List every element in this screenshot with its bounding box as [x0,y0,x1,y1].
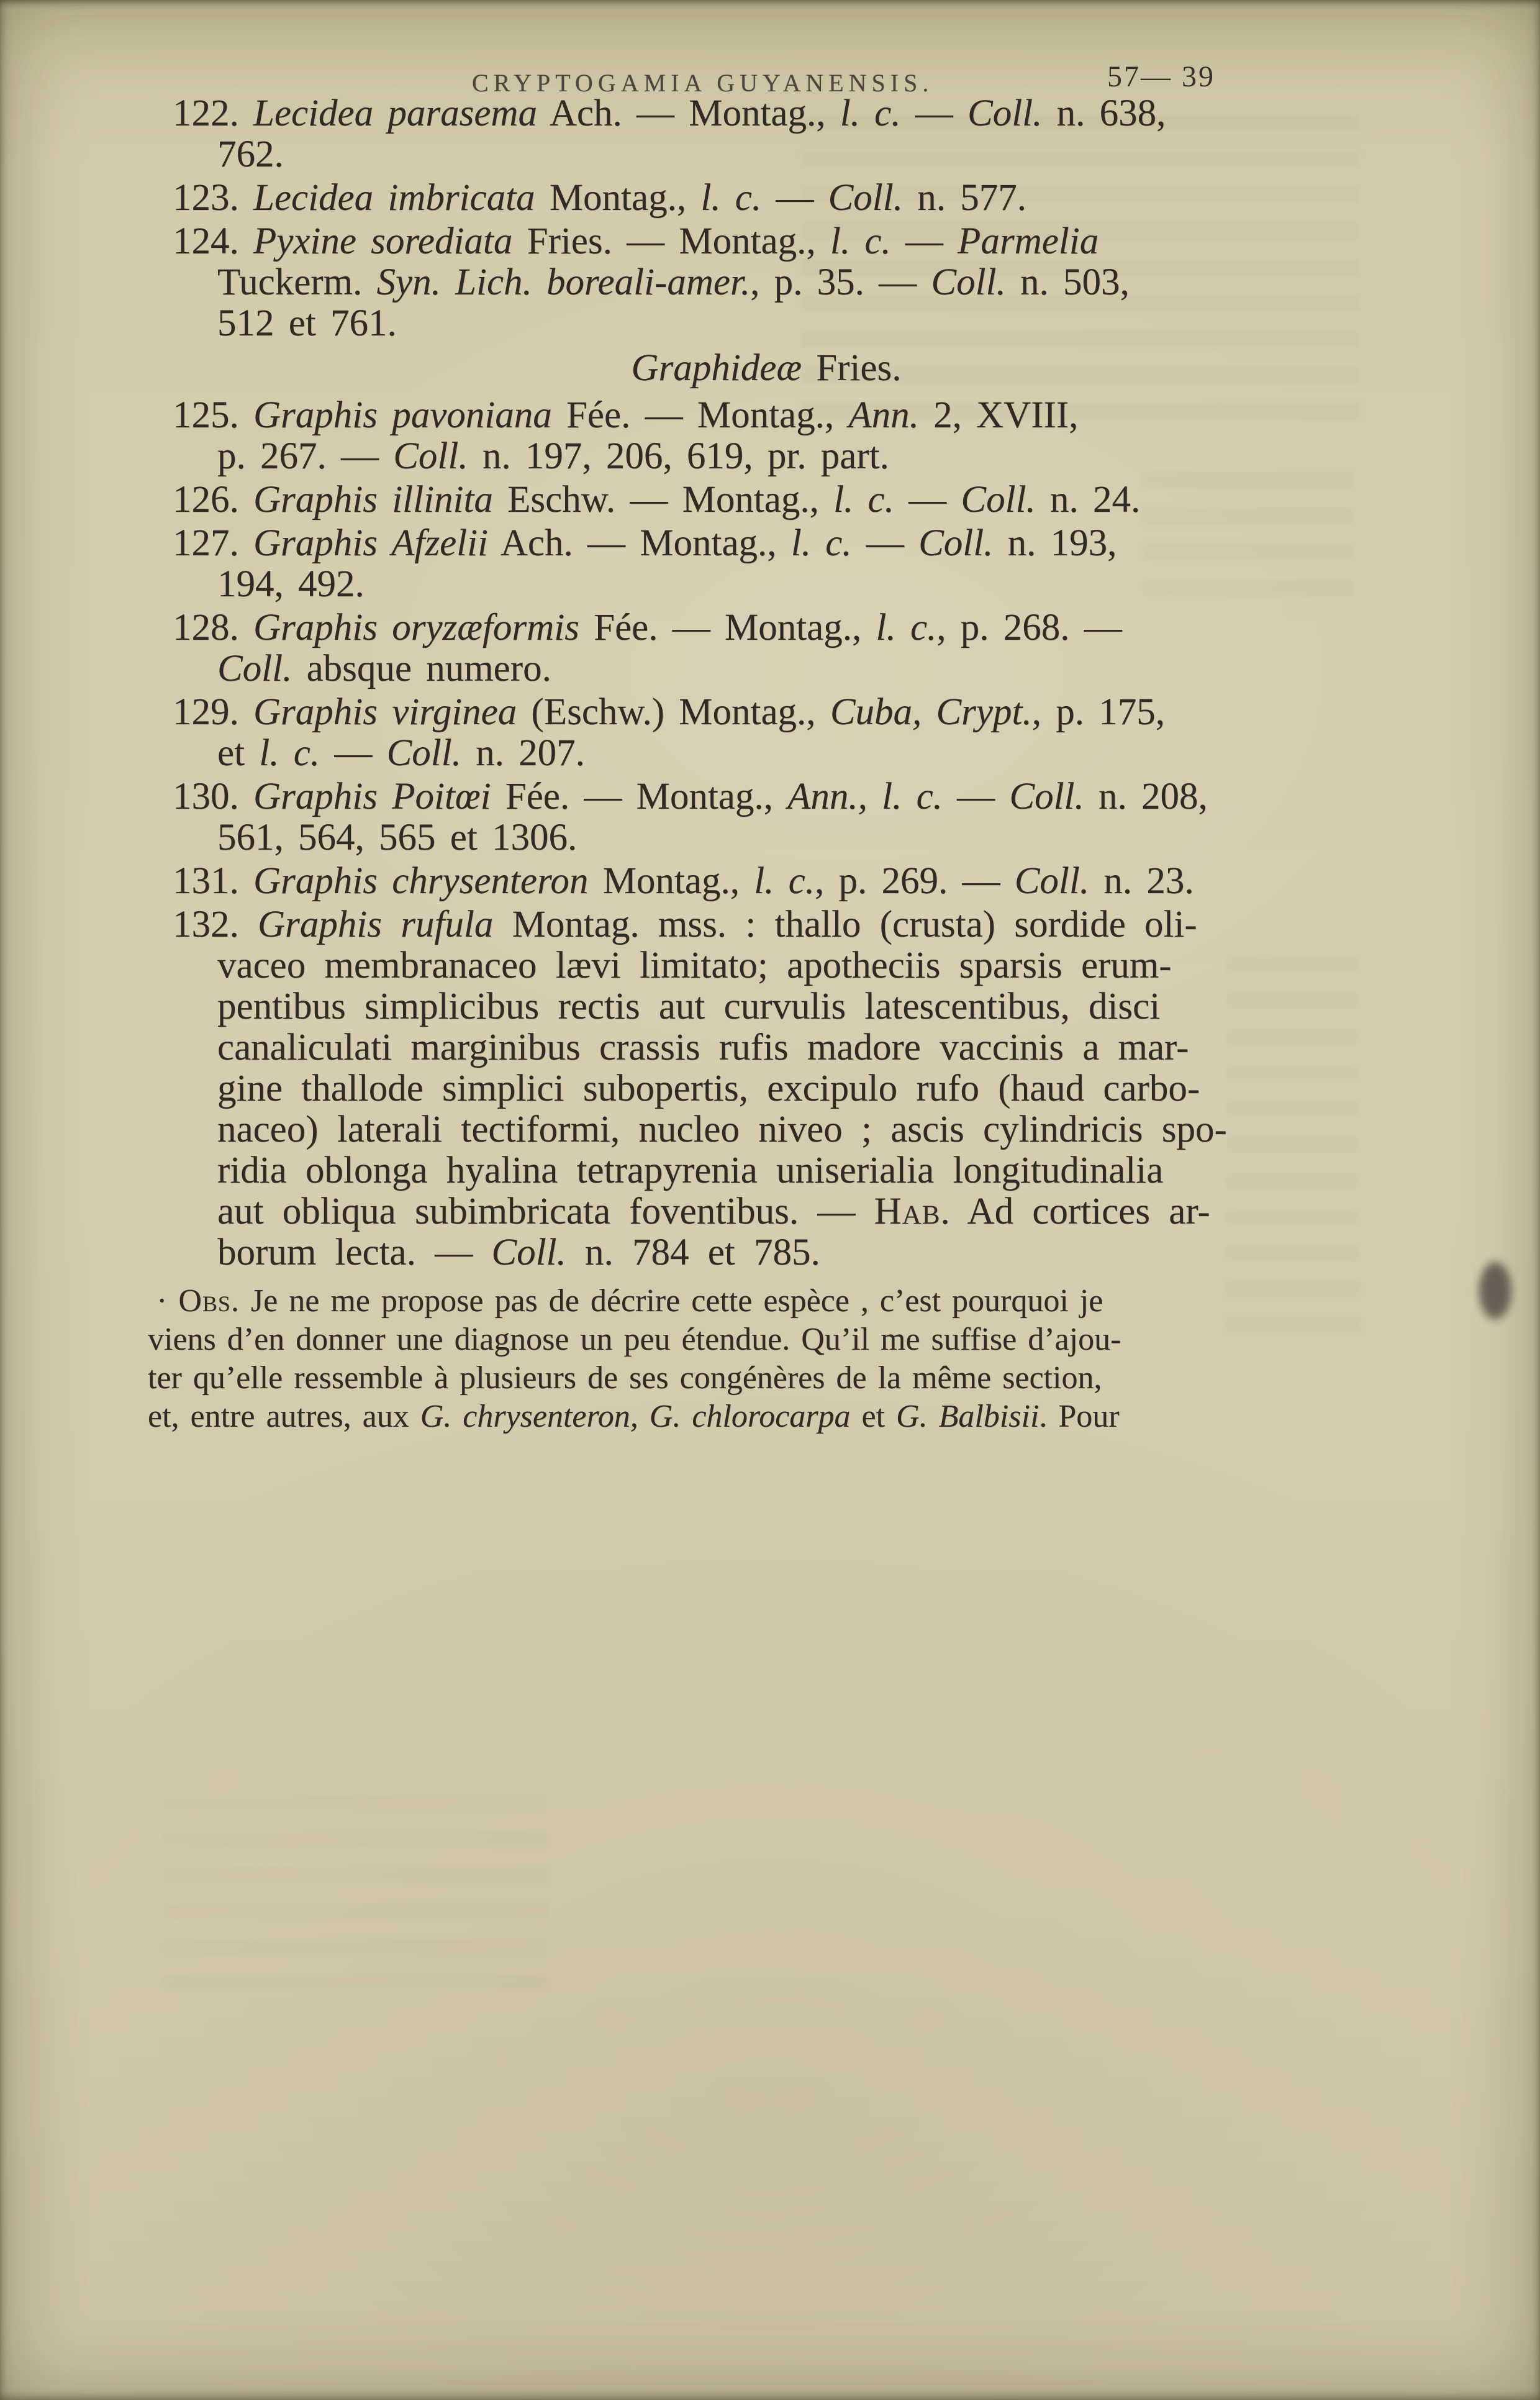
italic-text: l. c. [259,732,320,774]
italic-text: l. c. [876,607,937,648]
species-entry-125 [173,395,1360,477]
text-run: 132. [173,904,258,945]
text-run: ter qu’elle ressemble à plusieurs de ses congénères de la même section, [148,1360,1102,1396]
text-run: Montag., [588,860,754,902]
italic-text: Graphideæ [631,347,802,389]
smallcaps-text: Hab. [874,1191,951,1232]
text-run: 512 et 761. [217,302,397,344]
text-run: viens d’en donner une diagnose un peu étendue. Qu’il me suffise d’ajou- [148,1322,1121,1357]
text-run: n. 24. [1035,479,1141,520]
italic-text: Ann., l. c. [787,776,943,817]
text-run: Ach. — Montag., [488,522,791,564]
text-run: Fée. — Montag., [551,394,849,436]
italic-text: Coll. [918,522,994,564]
text-run: Fries. [802,347,902,389]
text-run: Fée. — Montag., [579,607,876,648]
italic-text: G. chrysenteron, G. chlorocarpa [420,1399,851,1434]
text-run: . Pour [1039,1399,1120,1434]
italic-text: Coll. [967,93,1043,134]
text-run: n. 784 et 785. [566,1232,820,1273]
italic-text: l. c. [754,860,815,902]
italic-text: Graphis Poitœi [253,776,491,817]
text-run: borum lecta. — [217,1232,492,1273]
text-run: 126. [173,479,253,520]
page-number: 57— 39 [1107,60,1215,93]
text-run: et [217,732,260,774]
text-run: p. 267. — [217,435,394,477]
text-run: pentibus simplicibus rectis aut curvulis latescentibus, disci [217,986,1161,1027]
text-run: — [894,479,961,520]
text-run: 124. [173,220,253,262]
text-run: Ad cortices ar- [950,1191,1210,1232]
italic-text: Graphis oryzæformis [253,607,579,648]
italic-text: Coll. [217,648,292,689]
text-run: et, entre autres, aux [148,1399,420,1434]
species-entry-128 [173,607,1360,689]
text-run: — [851,522,919,564]
species-entry-123 [173,178,1360,219]
species-entry-124 [173,221,1360,344]
text-run: — [890,220,958,262]
italic-text: Graphis illinita [253,479,493,520]
italic-text: G. Balbisii [896,1399,1040,1434]
text-run: et [850,1399,897,1434]
species-entry-126 [173,480,1360,520]
text-run: Je ne me propose pas de décrire cette espèce , c’est pourquoi je [239,1283,1103,1319]
italic-text: Lecidea parasema [253,93,537,134]
text-run: 561, 564, 565 et 1306. [217,817,578,858]
text-run: 130. [173,776,253,817]
text-run: n. 193, [993,522,1117,564]
italic-text: Graphis rufula [258,904,494,945]
text-run: aut obliqua subimbricata foventibus. — [217,1191,874,1232]
text-run: Eschw. — Montag., [492,479,834,520]
text-run: Fée. — Montag., [491,776,788,817]
text-run: n. 577. [902,177,1026,219]
species-entry-132 [173,904,1360,1273]
text-run: — [761,177,828,219]
text-run: — [942,776,1010,817]
text-run: naceo) laterali tectiformi, nucleo niveo ; ascis cylindricis spo- [217,1109,1227,1150]
italic-text: Coll. [393,435,468,477]
italic-text: Coll. [961,479,1036,520]
text-run: Montag., [535,177,701,219]
text-run: 131. [173,860,253,902]
text-run: — [900,93,968,134]
text-run: n. 23. [1089,860,1194,902]
italic-text: Cuba, Crypt. [830,691,1032,733]
species-entry-129 [173,692,1360,774]
italic-text: l. c. [700,177,762,219]
italic-text: l. c. [833,479,894,520]
text-run: n. 503, [1005,261,1130,303]
species-entry-127 [173,523,1360,605]
text-run: , p. 175, [1031,691,1165,733]
text-run: · [156,1283,179,1319]
species-entry-131 [173,861,1360,902]
italic-text: l. c. [830,220,891,262]
text-run: Montag. mss. : thallo (crusta) sordide oli- [493,904,1197,945]
italic-text: Graphis Afzelii [253,522,488,564]
italic-text: Coll. [1014,860,1090,902]
observation-note [148,1282,1360,1436]
text-run: , p. 35. — [750,261,931,303]
italic-text: Graphis chrysenteron [253,860,589,902]
text-run: 194, 492. [217,563,365,605]
text-run: , p. 269. — [814,860,1015,902]
italic-text: Coll. [1009,776,1084,817]
text-run: Fries. — Montag., [512,220,830,262]
italic-text: Coll. [828,177,903,219]
text-block [148,93,1360,1436]
section-heading-graphideae [173,348,1360,389]
text-run: n. 208, [1084,776,1208,817]
text-run: n. 207. [461,732,585,774]
text-run: 123. [173,177,253,219]
italic-text: Pyxine sorediata [253,220,513,262]
text-run: n. 197, 206, 619, pr. part. [468,435,889,477]
italic-text: Syn. Lich. boreali-amer. [376,261,751,303]
bleed-through-ghost [161,1795,546,1988]
text-run: 2, XVIII, [918,394,1079,436]
text-run: vaceo membranaceo lævi limitato; apotheciis sparsis erum- [217,945,1172,986]
italic-text: Graphis pavoniana [253,394,552,436]
text-run: 127. [173,522,253,564]
smallcaps-text: Obs. [178,1283,240,1319]
italic-text: l. c. [840,93,901,134]
page-header-title: CRYPTOGAMIA GUYANENSIS. [472,69,934,97]
text-run: Tuckerm. [217,261,377,303]
text-run: absque numero. [292,648,551,689]
species-entry-122 [173,93,1360,175]
italic-text: Coll. [931,261,1006,303]
text-run: ridia oblonga hyalina tetrapyrenia uniserialia longitudinalia [217,1150,1164,1191]
text-run: canaliculati marginibus crassis rufis madore vaccinis a mar- [217,1027,1189,1068]
text-run: 762. [217,134,284,175]
text-run: 129. [173,691,253,733]
italic-text: Ann. [848,394,919,436]
italic-text: Coll. [386,732,461,774]
text-run: 125. [173,394,253,436]
text-run: n. 638, [1042,93,1166,134]
italic-text: Graphis virginea [253,691,517,733]
text-run: (Eschw.) Montag., [517,691,830,733]
text-run: 122. [173,93,253,134]
text-run: — [320,732,387,774]
species-entry-130 [173,776,1360,858]
italic-text: Coll. [491,1232,566,1273]
text-run: Ach. — Montag., [537,93,840,134]
italic-text: Parmelia [958,220,1099,262]
text-run: , p. 268. — [936,607,1122,648]
text-run: 128. [173,607,253,648]
ink-blot [1479,1262,1511,1319]
italic-text: Lecidea imbricata [253,177,535,219]
text-run: gine thallode simplici subopertis, excipulo rufo (haud carbo- [217,1068,1200,1109]
italic-text: l. c. [790,522,852,564]
